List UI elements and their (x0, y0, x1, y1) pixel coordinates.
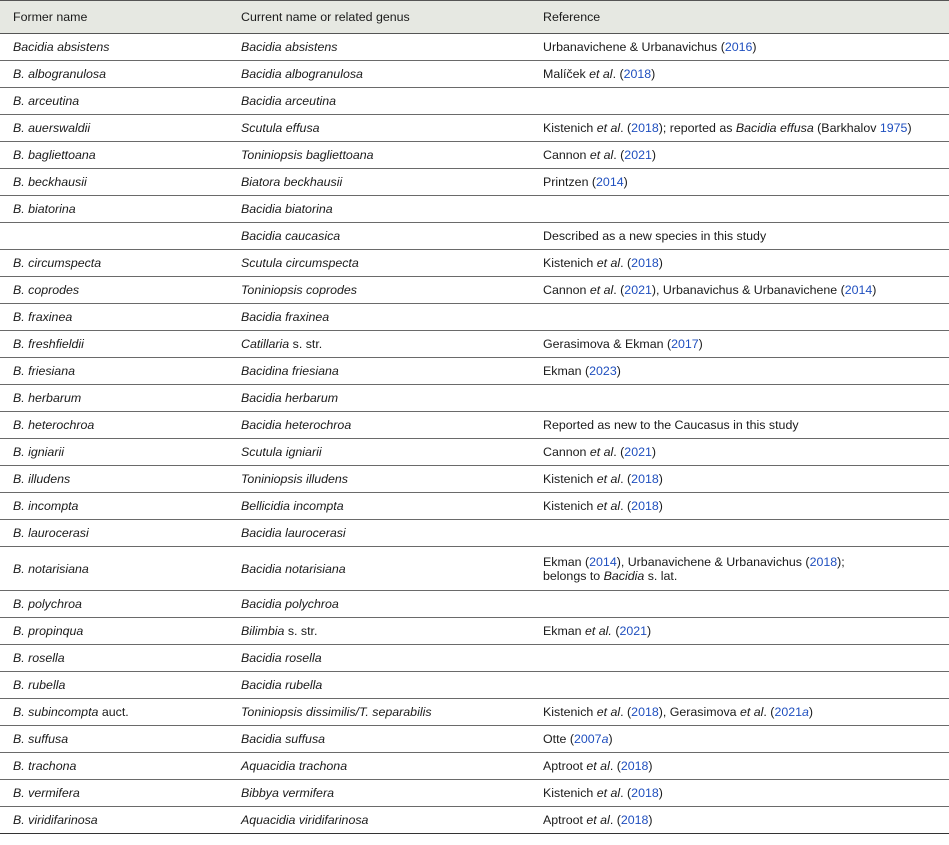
former-name: B. laurocerasi (13, 526, 89, 540)
former-name: B. illudens (13, 472, 71, 486)
former-name-cell (0, 726, 228, 753)
header-current-name: Current name or related genus (228, 1, 530, 34)
current-name-cell (228, 304, 530, 331)
table-row (0, 466, 949, 493)
table-row (0, 780, 949, 807)
former-name-cell (0, 672, 228, 699)
current-name: Toniniopsis coprodes (241, 283, 357, 297)
former-name: B. auerswaldii (13, 121, 91, 135)
former-name: B. vermifera (13, 786, 80, 800)
reference-text: Aptroot (543, 759, 587, 773)
reference-cell (530, 115, 949, 142)
reference-text: et al (589, 283, 614, 297)
reference-text: ) (648, 759, 653, 773)
current-name-cell (228, 591, 530, 618)
current-name: Toniniopsis dissimilis/T. separabilis (241, 705, 432, 719)
reference-cell (530, 699, 949, 726)
current-name-cell (228, 412, 530, 439)
reference-cell (530, 493, 949, 520)
reference-text: et al (589, 67, 613, 81)
former-name: B. subincompta (13, 705, 99, 719)
reference-year-link[interactable]: 2018 (631, 499, 659, 513)
reference-text: Kistenich (543, 121, 597, 135)
former-name-cell (0, 591, 228, 618)
reference-cell (530, 169, 949, 196)
reference-text: et al. (585, 624, 612, 638)
current-name: Bacidia herbarum (241, 391, 339, 405)
reference-text: Ekman ( (543, 554, 590, 569)
reference-text: ); reported as (658, 121, 736, 135)
current-name: Bacidia heterochroa (241, 418, 352, 432)
former-name-cell (0, 115, 228, 142)
current-name-cell (228, 358, 530, 385)
reference-year-link[interactable]: 2018 (631, 786, 659, 800)
former-name: B. rosella (13, 651, 65, 665)
current-name-cell (228, 780, 530, 807)
table-row (0, 250, 949, 277)
table-row (0, 169, 949, 196)
reference-text: ) (658, 472, 663, 486)
reference-cell (530, 61, 949, 88)
former-name-qualifier: auct. (98, 705, 129, 719)
current-name: Bacidina friesiana (241, 364, 339, 378)
reference-year-link[interactable]: 2023 (589, 364, 617, 378)
former-name: B. propinqua (13, 624, 84, 638)
current-name-cell (228, 726, 530, 753)
current-name-cell (228, 88, 530, 115)
current-name-cell (228, 331, 530, 358)
reference-text: et al (586, 813, 610, 827)
reference-cell (530, 196, 949, 223)
reference-year-link[interactable]: 2018 (631, 121, 659, 135)
reference-text: . ( (613, 283, 625, 297)
table-row (0, 331, 949, 358)
reference-year-link[interactable]: 2021 (624, 148, 652, 162)
former-name-cell (0, 645, 228, 672)
former-name: B. circumspecta (13, 256, 102, 270)
reference-cell (530, 807, 949, 834)
reference-text: . ( (620, 121, 632, 135)
reference-text: Gerasimova & Ekman ( (543, 337, 672, 351)
reference-text: . ( (613, 445, 625, 459)
current-name-cell (228, 672, 530, 699)
reference-text: ), Urbanavichus & Urbanavichene ( (651, 283, 845, 297)
table-row (0, 439, 949, 466)
reference-text: Aptroot (543, 813, 587, 827)
reference-text: Described as a new species in this study (543, 229, 767, 243)
reference-cell (530, 780, 949, 807)
reference-year-link[interactable]: 2021 (624, 283, 652, 297)
current-name: Bibbya vermifera (241, 786, 334, 800)
reference-year-link[interactable]: 2018 (631, 472, 659, 486)
header-reference: Reference (530, 1, 949, 34)
current-name: Aquacidia trachona (241, 759, 348, 773)
former-name-cell (0, 807, 228, 834)
former-name-cell (0, 142, 228, 169)
reference-text: Kistenich (543, 256, 597, 270)
reference-year-link[interactable]: 2017 (671, 337, 699, 351)
reference-text: et al (596, 472, 621, 486)
table-row (0, 520, 949, 547)
reference-year-link[interactable]: 1975 (879, 121, 908, 135)
current-name: Biatora beckhausii (241, 175, 343, 189)
reference-cell (530, 385, 949, 412)
reference-text: ) (872, 283, 877, 297)
former-name-cell (0, 331, 228, 358)
current-name: Bellicidia incompta (241, 499, 344, 513)
current-name-cell (228, 61, 530, 88)
reference-cell (530, 88, 949, 115)
current-name: Bacidia absistens (241, 40, 338, 54)
former-name-cell (0, 753, 228, 780)
reference-text: ) (647, 624, 652, 638)
former-name: B. trachona (13, 759, 77, 773)
reference-text: ) (658, 499, 663, 513)
reference-text: Ekman (543, 624, 586, 638)
table-row (0, 726, 949, 753)
reference-cell (530, 466, 949, 493)
former-name: B. bagliettoana (13, 148, 96, 162)
reference-text: et al (596, 121, 621, 135)
former-name-cell (0, 385, 228, 412)
former-name-cell (0, 34, 228, 61)
reference-text: ); (837, 554, 845, 569)
reference-year-link[interactable]: 2014 (596, 175, 624, 189)
reference-text: . ( (620, 786, 632, 800)
former-name-cell (0, 439, 228, 466)
reference-cell (530, 358, 949, 385)
reference-year-link[interactable]: 2018 (631, 705, 659, 719)
reference-cell (530, 753, 949, 780)
current-name-cell (228, 807, 530, 834)
current-name-qualifier: s. str. (289, 337, 323, 351)
reference-text: . ( (612, 67, 624, 81)
current-name-cell (228, 439, 530, 466)
current-name: Toniniopsis illudens (241, 472, 348, 486)
reference-text: Malíček (543, 67, 590, 81)
reference-year-link[interactable]: 2018 (809, 554, 838, 569)
reference-year-link[interactable]: 2021 (619, 624, 648, 638)
reference-text: Kistenich (543, 472, 597, 486)
current-name-cell (228, 618, 530, 645)
current-name-cell (228, 645, 530, 672)
former-name-cell (0, 358, 228, 385)
table-row (0, 753, 949, 780)
reference-cell (530, 250, 949, 277)
reference-cell (530, 223, 949, 250)
current-name-cell (228, 547, 530, 591)
current-name: Bacidia fraxinea (241, 310, 330, 324)
reference-year-link[interactable]: 2021 (774, 705, 803, 719)
reference-text: ) (658, 786, 663, 800)
current-name-cell (228, 753, 530, 780)
header-former-name: Former name (0, 1, 228, 34)
reference-text: ) (608, 732, 613, 746)
reference-text: Kistenich (543, 786, 597, 800)
reference-text: ) (907, 121, 912, 135)
former-name-cell (0, 250, 228, 277)
current-name: Bacidia caucasica (241, 229, 341, 243)
reference-text: . ( (620, 256, 632, 270)
reference-cell (530, 547, 949, 591)
current-name-cell (228, 169, 530, 196)
current-name-qualifier: s. str. (284, 624, 318, 638)
former-name: B. herbarum (13, 391, 82, 405)
current-name: Bilimbia (241, 624, 285, 638)
reference-cell (530, 34, 949, 61)
reference-text: (Barkhalov (813, 121, 880, 135)
header-row (0, 1, 949, 34)
reference-cell (530, 304, 949, 331)
former-name: B. beckhausii (13, 175, 87, 189)
former-name: B. biatorina (13, 202, 76, 216)
former-name: B. igniarii (13, 445, 64, 459)
table-row (0, 88, 949, 115)
reference-text: ( (611, 624, 620, 638)
reference-cell (530, 726, 949, 753)
reference-text: ) (623, 175, 628, 189)
reference-year-link[interactable]: 2018 (620, 813, 649, 827)
current-name-cell (228, 699, 530, 726)
current-name: Bacidia albogranulosa (241, 67, 363, 81)
table-row (0, 304, 949, 331)
reference-text: et al (586, 759, 610, 773)
former-name-cell (0, 520, 228, 547)
reference-text: Bacidia effusa (735, 121, 814, 135)
current-name: Toniniopsis bagliettoana (241, 148, 374, 162)
current-name: Bacidia laurocerasi (241, 526, 346, 540)
reference-text: Kistenich (543, 499, 597, 513)
reference-text: Cannon (543, 283, 590, 297)
reference-text: et al (596, 705, 621, 719)
reference-text: ) (616, 364, 621, 378)
reference-text: et al (589, 445, 614, 459)
reference-text: et al (596, 499, 621, 513)
reference-cell (530, 672, 949, 699)
former-name: B. polychroa (13, 597, 82, 611)
reference-year-link[interactable]: 2018 (631, 256, 659, 270)
table-row (0, 618, 949, 645)
reference-text: belongs to (543, 568, 604, 583)
reference-text: . ( (620, 472, 632, 486)
reference-cell (530, 277, 949, 304)
reference-year-link[interactable]: 2014 (844, 283, 873, 297)
reference-text: . ( (620, 705, 632, 719)
current-name-cell (228, 520, 530, 547)
table-row (0, 142, 949, 169)
table-row (0, 807, 949, 834)
former-name-cell (0, 493, 228, 520)
table-row (0, 196, 949, 223)
current-name: Aquacidia viridifarinosa (241, 813, 369, 827)
current-name-cell (228, 250, 530, 277)
current-name: Bacidia notarisiana (241, 561, 346, 576)
former-name-cell (0, 699, 228, 726)
reference-year-link[interactable]: a (601, 732, 609, 746)
reference-year-link[interactable]: 2021 (624, 445, 652, 459)
table-row (0, 385, 949, 412)
reference-text: . ( (613, 148, 625, 162)
current-name: Scutula effusa (241, 121, 320, 135)
reference-text: . ( (609, 759, 621, 773)
former-name: B. arceutina (13, 94, 80, 108)
current-name: Bacidia polychroa (241, 597, 339, 611)
former-name-cell (0, 412, 228, 439)
reference-text: ), Urbanavichene & Urbanavichus ( (616, 554, 810, 569)
reference-year-link[interactable]: 2016 (724, 40, 753, 54)
former-name-cell (0, 547, 228, 591)
former-name-cell (0, 618, 228, 645)
reference-text: Printzen ( (543, 175, 597, 189)
current-name-cell (228, 196, 530, 223)
reference-cell (530, 618, 949, 645)
reference-text: et al (589, 148, 614, 162)
table-row (0, 358, 949, 385)
reference-year-link[interactable]: 2007 (573, 732, 602, 746)
table-row (0, 277, 949, 304)
table-row (0, 61, 949, 88)
current-name-cell (228, 466, 530, 493)
current-name-cell (228, 142, 530, 169)
former-name: B. friesiana (13, 364, 75, 378)
former-name-cell (0, 304, 228, 331)
reference-text: Otte ( (543, 732, 574, 746)
former-name: B. fraxinea (13, 310, 73, 324)
reference-text: et al (596, 786, 621, 800)
reference-text: . ( (609, 813, 621, 827)
current-name-cell (228, 223, 530, 250)
current-name: Scutula igniarii (241, 445, 322, 459)
former-name: B. coprodes (13, 283, 80, 297)
reference-text: ) (752, 40, 757, 54)
current-name: Bacidia biatorina (241, 202, 333, 216)
current-name-cell (228, 277, 530, 304)
reference-text: et al (596, 256, 621, 270)
current-name: Bacidia arceutina (241, 94, 337, 108)
former-name-cell (0, 223, 228, 250)
former-name-cell (0, 61, 228, 88)
reference-text: ), Gerasimova (658, 705, 740, 719)
former-name: B. heterochroa (13, 418, 95, 432)
current-name: Bacidia suffusa (241, 732, 326, 746)
reference-cell (530, 645, 949, 672)
reference-cell (530, 142, 949, 169)
reference-text: ) (658, 256, 663, 270)
table-row (0, 493, 949, 520)
table-row (0, 34, 949, 61)
reference-year-link[interactable]: 2014 (589, 554, 617, 569)
current-name: Scutula circumspecta (241, 256, 359, 270)
table-row (0, 412, 949, 439)
former-name: Bacidia absistens (13, 40, 110, 54)
reference-text: . ( (620, 499, 632, 513)
reference-text: Ekman ( (543, 364, 590, 378)
former-name-cell (0, 277, 228, 304)
current-name: Bacidia rubella (241, 678, 323, 692)
former-name: B. incompta (13, 499, 79, 513)
former-name-cell (0, 196, 228, 223)
reference-text: ) (651, 67, 656, 81)
reference-text: ) (648, 813, 653, 827)
former-name-cell (0, 88, 228, 115)
reference-year-link[interactable]: 2018 (620, 759, 649, 773)
reference-text: . ( (763, 705, 775, 719)
current-name-cell (228, 493, 530, 520)
former-name-cell (0, 780, 228, 807)
former-name: B. viridifarinosa (13, 813, 98, 827)
table-header (0, 1, 949, 34)
reference-text: Cannon (543, 148, 590, 162)
table-row (0, 223, 949, 250)
former-name: B. rubella (13, 678, 66, 692)
reference-year-link[interactable]: 2018 (623, 67, 652, 81)
reference-cell (530, 412, 949, 439)
table-row (0, 547, 949, 591)
table-body (0, 34, 949, 834)
former-name: B. notarisiana (13, 561, 89, 576)
reference-text: Cannon (543, 445, 590, 459)
former-name: B. freshfieldii (13, 337, 84, 351)
current-name: Bacidia rosella (241, 651, 322, 665)
reference-text: ) (698, 337, 703, 351)
table-row (0, 699, 949, 726)
reference-cell (530, 520, 949, 547)
table-row (0, 591, 949, 618)
current-name-cell (228, 34, 530, 61)
reference-text: s. lat. (644, 568, 678, 583)
current-name-cell (228, 385, 530, 412)
former-name: B. albogranulosa (13, 67, 106, 81)
reference-text: Kistenich (543, 705, 597, 719)
former-name: B. suffusa (13, 732, 69, 746)
reference-text: et al (740, 705, 764, 719)
former-name-cell (0, 466, 228, 493)
reference-text: Urbanavichene & Urbanavichus ( (543, 40, 725, 54)
reference-year-link[interactable]: a (802, 705, 809, 719)
reference-text: Bacidia (603, 568, 645, 583)
former-name-cell (0, 169, 228, 196)
current-name-cell (228, 115, 530, 142)
reference-cell (530, 591, 949, 618)
current-name: Catillaria (241, 337, 290, 351)
table-row (0, 672, 949, 699)
reference-text: ) (651, 445, 657, 459)
table-row (0, 115, 949, 142)
reference-text: ) (808, 705, 814, 719)
reference-cell (530, 439, 949, 466)
table-row (0, 645, 949, 672)
reference-text: Reported as new to the Caucasus in this study (543, 418, 799, 432)
reference-cell (530, 331, 949, 358)
reference-text: ) (651, 148, 657, 162)
